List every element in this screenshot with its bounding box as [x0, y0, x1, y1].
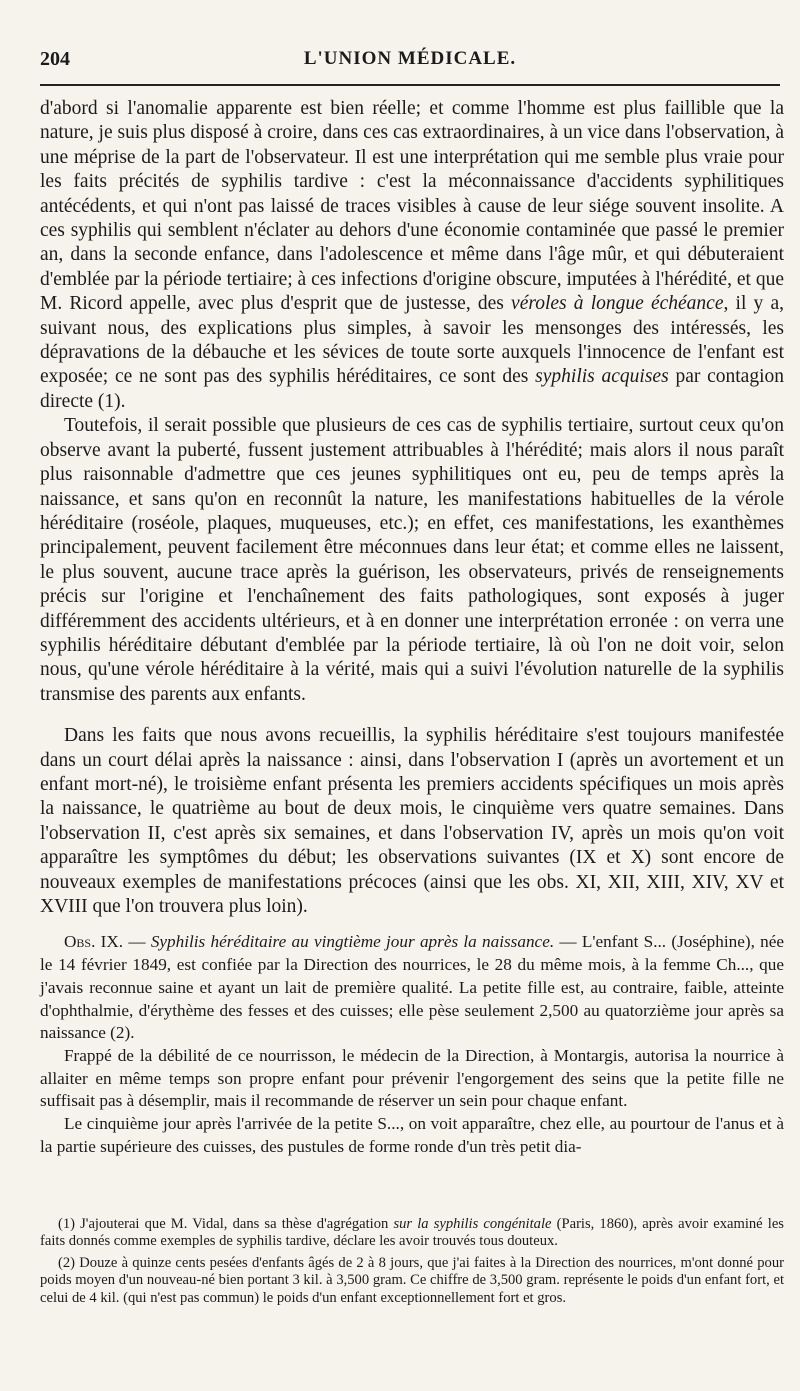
observation-paragraph-2: Frappé de la débilité de ce nourrisson, le médecin de la Direction, à Montargis, autorisa la nourrice à allaiter en même temps son propre enfant pour prévenir l'engorgement des seins que la petite fille ne suffisait pas à désemplir, mais il recommande de réserver un sein pour chaque enfant. [40, 1045, 784, 1111]
observation-paragraph-3: Le cinquième jour après l'arrivée de la petite S..., on voit apparaître, chez elle, au pourtour de l'anus et à la partie supérieure des cuisses, des pustules de forme ronde d'un très petit dia- [40, 1114, 784, 1156]
footnote-1: (1) J'ajouterai que M. Vidal, dans sa thèse d'agrégation sur la syphilis congénitale (Paris, 1860), après avoir examiné les faits donnés comme exemples de syphilis tardive, déclare les avoir trouvés tous douteux. [40, 1216, 784, 1250]
footnote-2: (2) Douze à quinze cents pesées d'enfants âgés de 2 à 8 jours, que j'ai faites à la Direction des nourrices, m'ont donné pour poids moyen d'un nouveau-né bien portant 3 kil. à 3,500 gram. Ce chiffre de 3,500 gram. représente le poids d'un enfant fort, et celui de 4 kil. (qui n'est pas commun) le poids d'un enfant exceptionnellement fort et gros. [40, 1254, 784, 1306]
observation-heading: Obs. IX. — Syphilis héréditaire au vingtième jour après la naissance. — L'enfant S... (Joséphine), née le 14 février 1849, est confiée par la Direction des nourrices, le 28 du même mois, à la femme Ch..., que j'avais reconnue saine et ayant un lait de première qualité. La petite fille est, au contraire, faible, atteinte d'ophthalmie, d'érythème des fesses et des cuisses; elle pèse seulement 2,500 au quatorzième jour après sa naissance (2). [40, 932, 785, 1043]
header-rule [40, 84, 780, 86]
body-text [40, 97, 784, 1158]
paragraph-1: d'abord si l'anomalie apparente est bien réelle; et comme l'homme est plus faillible que la nature, je suis plus disposé à croire, dans ces cas extraordinaires, à un vice dans l'observation, à une méprise de la part de l'observateur. Il est une interprétation qui me semble plus vraie pour les faits précités de syphilis tardive : c'est la méconnaissance d'accidents syphilitiques antécédents, et qui n'ont pas laissé de traces visibles à cause de leur siége souvent insolite. A ces syphilis qui semblent n'éclater au dehors d'une économie contaminée que passé le premier an, dans la seconde enfance, dans l'adolescence et même dans l'âge mûr, et qui débuteraient d'emblée par la période tertiaire; à ces infections d'origine obscure, imputées à l'hérédité, et que M. Ricord appelle, avec plus d'esprit que de justesse, des véroles à longue échéance, il y a, suivant nous, des explications plus simples, à savoir les mensonges des intéressés, les dépravations de la débauche et les sévices de toute sorte auxquels l'innocence de l'enfant est exposée; ce ne sont pas des syphilis héréditaires, ce sont des syphilis acquises par contagion directe (1). [40, 98, 784, 412]
page-header [40, 48, 780, 74]
paragraph-2: Toutefois, il serait possible que plusieurs de ces cas de syphilis tertiaire, surtout ceux qu'on observe avant la puberté, fussent justement attribuables à l'hérédité; mais alors il nous paraît plus raisonnable d'admettre que ces jeunes syphilitiques ont eu, peu de temps après la naissance, et sans qu'on en reconnût la nature, les manifestations habituelles de la vérole héréditaire (roséole, plaques, muqueuses, etc.); en effet, ces manifestations, les exanthèmes principalement, peuvent facilement être méconnues dans leur état; et comme elles ne laissent, le plus souvent, aucune trace après la guérison, les observateurs, privés de renseignements précis sur l'origine et l'enchaînement des faits pathologiques, sont exposés à juger différemment des accidents ultérieurs, et à en donner une interprétation erronée : on verra une syphilis héréditaire débutant d'emblée par la période tertiaire, là où l'on ne doit voir, selon nous, qu'une vérole héréditaire à la vérité, mais qui a suivi l'évolution naturelle de la syphilis transmise des parents aux enfants. [40, 415, 784, 705]
footnotes [40, 1216, 784, 1311]
running-title: L'UNION MÉDICALE. [303, 48, 517, 69]
page-number: 204 [40, 48, 70, 70]
paragraph-3: Dans les faits que nous avons recueillis, la syphilis héréditaire s'est toujours manifestée dans un court délai après la naissance : ainsi, dans l'observation I (après un avortement et un enfant mort-né), le troisième enfant présenta les premiers accidents spécifiques un mois après la naissance, le quatrième au bout de deux mois, le cinquième vers quatre semaines. Dans l'observation II, c'est après six semaines, et dans l'observation IV, après un mois qu'on voit apparaître les symptômes du début; les observations suivantes (IX et X) sont encore de nouveaux exemples de manifestations précoces (ainsi que les obs. XI, XII, XIII, XIV, XV et XVIII que l'on trouvera plus loin). [40, 725, 784, 917]
